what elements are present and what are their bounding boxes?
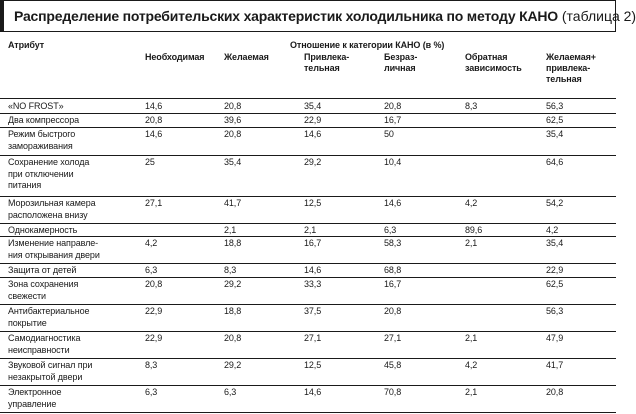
row-attribute-label: Зона сохранения свежести <box>8 279 79 301</box>
table-title <box>14 8 636 24</box>
value-cell: 45,8 <box>384 360 402 370</box>
value-cell: 10,4 <box>384 157 402 167</box>
value-cell: 39,6 <box>224 115 242 125</box>
value-cell: 62,5 <box>546 115 564 125</box>
table-row <box>0 277 616 305</box>
value-cell: 8,3 <box>145 360 158 370</box>
value-cell: 41,7 <box>224 198 242 208</box>
value-cell: 6,3 <box>384 225 397 235</box>
row-attribute-label: Морозильная камера расположена внизу <box>8 198 96 220</box>
value-cell: 20,8 <box>145 115 163 125</box>
value-cell: 4,2 <box>465 198 478 208</box>
row-attribute-label: Однокамерность <box>8 225 78 235</box>
value-cell: 4,2 <box>465 360 478 370</box>
table-row <box>0 304 616 332</box>
value-cell: 56,3 <box>546 306 564 316</box>
attribute-header: Атрибут <box>8 40 45 50</box>
table-row <box>0 196 616 224</box>
column-header: Безраз- личная <box>384 52 418 73</box>
value-cell: 14,6 <box>145 101 163 111</box>
table-row <box>0 223 616 237</box>
value-cell: 35,4 <box>224 157 242 167</box>
value-cell: 6,3 <box>145 387 158 397</box>
table-row <box>0 385 616 413</box>
value-cell: 56,3 <box>546 101 564 111</box>
table-row <box>0 263 616 278</box>
column-header: Привлека- тельная <box>304 52 350 73</box>
value-cell: 54,2 <box>546 198 564 208</box>
value-cell: 29,2 <box>304 157 322 167</box>
value-cell: 14,6 <box>304 387 322 397</box>
value-cell: 20,8 <box>546 387 564 397</box>
column-header: Обратная зависимость <box>465 52 522 73</box>
value-cell: 8,3 <box>465 101 478 111</box>
value-cell: 16,7 <box>384 115 402 125</box>
row-attribute-label: Антибактериальное покрытие <box>8 306 90 328</box>
value-cell: 18,8 <box>224 238 242 248</box>
value-cell: 4,2 <box>546 225 559 235</box>
value-cell: 2,1 <box>224 225 237 235</box>
value-cell: 50 <box>384 129 394 139</box>
value-cell: 62,5 <box>546 279 564 289</box>
value-cell: 29,2 <box>224 279 242 289</box>
row-attribute-label: Сохранение холода при отключении питания <box>8 157 90 190</box>
row-attribute-label: Самодиагностика неисправности <box>8 333 81 355</box>
value-cell: 12,5 <box>304 360 322 370</box>
value-cell: 2,1 <box>304 225 317 235</box>
value-cell: 6,3 <box>224 387 237 397</box>
row-attribute-label: Два компрессора <box>8 115 80 125</box>
value-cell: 35,4 <box>546 238 564 248</box>
value-cell: 64,6 <box>546 157 564 167</box>
value-cell: 20,8 <box>224 129 242 139</box>
value-cell: 37,5 <box>304 306 322 316</box>
value-cell: 14,6 <box>145 129 163 139</box>
table-row <box>0 331 616 359</box>
value-cell: 29,2 <box>224 360 242 370</box>
row-attribute-label: Изменение направле- ния открывания двери <box>8 238 100 260</box>
value-cell: 2,1 <box>465 387 478 397</box>
value-cell: 27,1 <box>304 333 322 343</box>
value-cell: 41,7 <box>546 360 564 370</box>
row-attribute-label: Звуковой сигнал при незакрытой двери <box>8 360 93 382</box>
kano-group-header: Отношение к категории КАНО (в %) <box>290 40 445 50</box>
value-cell: 20,8 <box>384 306 402 316</box>
value-cell: 20,8 <box>224 333 242 343</box>
row-attribute-label: Режим быстрого замораживания <box>8 129 76 151</box>
row-attribute-label: «NO FROST» <box>8 101 64 111</box>
column-header: Желаемая+ привлека- тельная <box>546 52 596 84</box>
value-cell: 2,1 <box>465 333 478 343</box>
value-cell: 68,8 <box>384 265 402 275</box>
value-cell: 22,9 <box>145 333 163 343</box>
value-cell: 12,5 <box>304 198 322 208</box>
value-cell: 4,2 <box>145 238 158 248</box>
value-cell: 20,8 <box>384 101 402 111</box>
value-cell: 89,6 <box>465 225 483 235</box>
table-row <box>0 358 616 386</box>
column-header: Необходимая <box>145 52 205 62</box>
table-row <box>0 99 616 114</box>
value-cell: 35,4 <box>304 101 322 111</box>
value-cell: 6,3 <box>145 265 158 275</box>
row-attribute-label: Защита от детей <box>8 265 77 275</box>
value-cell: 47,9 <box>546 333 564 343</box>
value-cell: 22,9 <box>304 115 322 125</box>
value-cell: 14,6 <box>384 198 402 208</box>
value-cell: 22,9 <box>546 265 564 275</box>
value-cell: 27,1 <box>145 198 163 208</box>
value-cell: 14,6 <box>304 129 322 139</box>
value-cell: 16,7 <box>384 279 402 289</box>
title-main: Распределение потребительских характеристик холодильника по методу КАНО <box>14 8 558 24</box>
table-row <box>0 113 616 128</box>
column-header: Желаемая <box>224 52 269 62</box>
value-cell: 58,3 <box>384 238 402 248</box>
value-cell: 8,3 <box>224 265 237 275</box>
value-cell: 27,1 <box>384 333 402 343</box>
row-attribute-label: Электронное управление <box>8 387 62 409</box>
table-row <box>0 236 616 264</box>
value-cell: 18,8 <box>224 306 242 316</box>
value-cell: 20,8 <box>224 101 242 111</box>
value-cell: 2,1 <box>465 238 478 248</box>
value-cell: 35,4 <box>546 129 564 139</box>
table-row <box>0 127 616 156</box>
value-cell: 70,8 <box>384 387 402 397</box>
value-cell: 22,9 <box>145 306 163 316</box>
title-note: (таблица 2) <box>561 8 636 24</box>
title-bar <box>0 0 636 32</box>
value-cell: 33,3 <box>304 279 322 289</box>
value-cell: 16,7 <box>304 238 322 248</box>
value-cell: 20,8 <box>145 279 163 289</box>
value-cell: 14,6 <box>304 265 322 275</box>
value-cell: 25 <box>145 157 155 167</box>
table-row <box>0 155 616 197</box>
